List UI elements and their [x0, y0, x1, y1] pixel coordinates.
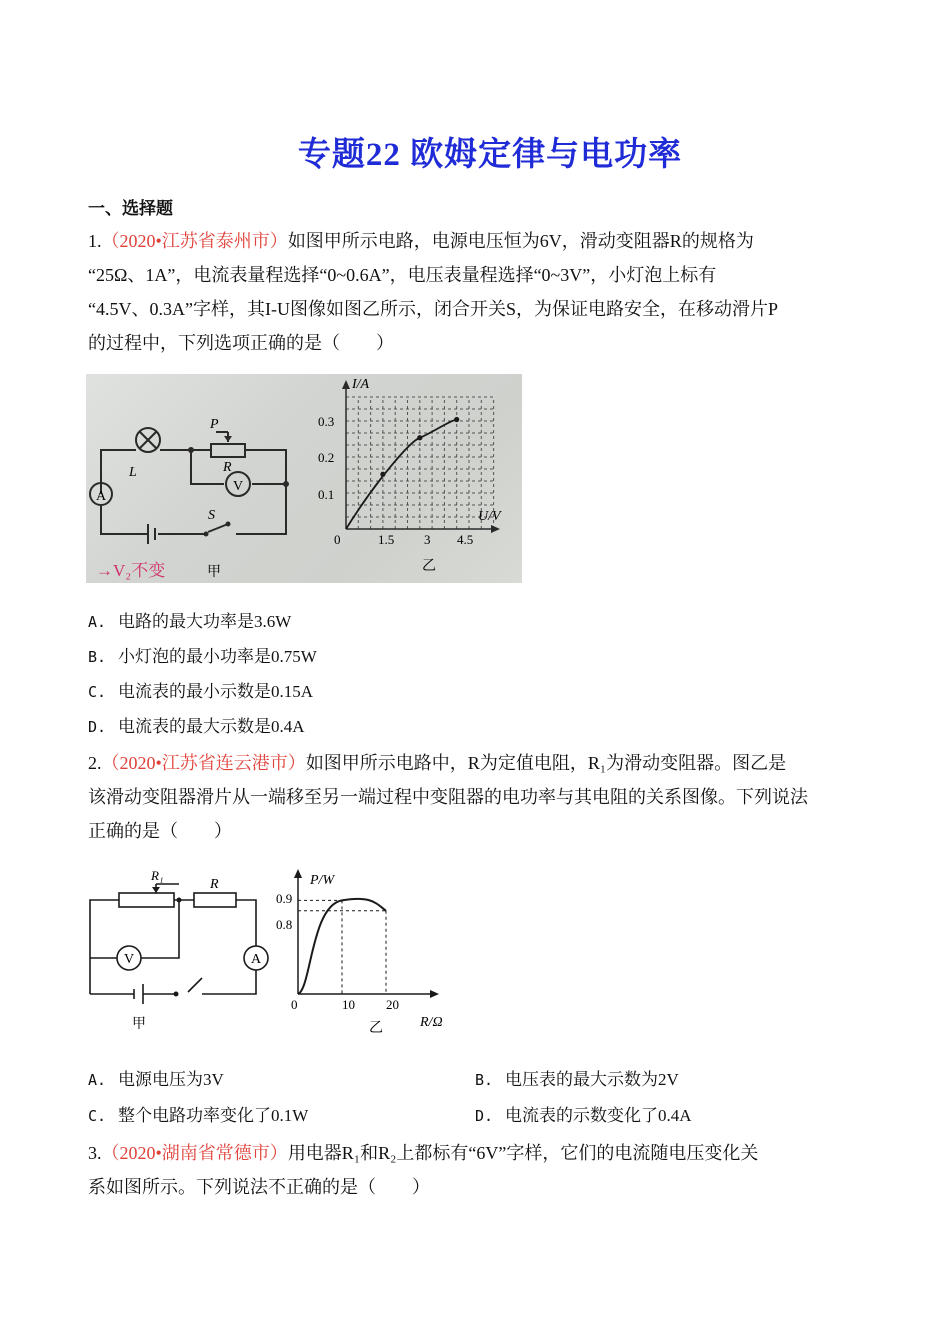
q1-line-3: “4.5V、0.3A”字样，其I-U图像如图乙所示，闭合开关S，为保证电路安全，在移动滑片P — [88, 299, 778, 319]
q2-origin: 0 — [291, 997, 298, 1012]
q1-xlabel: U/V — [478, 509, 501, 524]
q3-source: （2020•湖南省常德市） — [101, 1143, 288, 1163]
q1-curve — [346, 420, 457, 530]
q1-figure-photo — [86, 374, 522, 583]
q1-data-point — [454, 417, 459, 422]
q1-xtick: 4.5 — [457, 532, 474, 547]
q2-voltmeter-label: V — [124, 952, 135, 967]
question-1-text — [88, 224, 868, 360]
q1-xtick: 3 — [424, 532, 431, 547]
q2-ammeter-label: A — [251, 952, 262, 967]
q1-ammeter-label: A — [96, 489, 107, 504]
q2-stem-1: 如图甲所示电路中，R为定值电阻，R₁为滑动变阻器。图乙是 — [305, 753, 787, 773]
q2-ylabel: P/W — [310, 873, 335, 888]
q1-option-b[interactable]: B. 小灯泡的最小功率是0.75W — [88, 647, 317, 666]
section-heading: 一、选择题 — [88, 199, 173, 218]
q2-ytick: 0.9 — [276, 891, 293, 906]
q2-option-c[interactable]: C. 整个电路功率变化了0.1W — [88, 1106, 309, 1125]
q1-source: （2020•江苏省泰州市） — [101, 231, 288, 251]
question-2-text — [88, 746, 868, 848]
q3-line-1 — [88, 1136, 868, 1170]
q2-r-label: R — [210, 877, 219, 892]
q3-number: 3. — [88, 1143, 102, 1163]
q1-switch-label: S — [208, 508, 215, 523]
q2-source: （2020•江苏省连云港市） — [101, 753, 306, 773]
q1-handwriting: →V₂不变 — [96, 561, 166, 580]
q2-xtick: 20 — [386, 997, 399, 1012]
q2-xlabel: R/Ω — [420, 1015, 443, 1030]
q2-line-3: 正确的是（ ） — [88, 821, 232, 841]
q1-option-d[interactable]: D. 电流表的最大示数是0.4A — [88, 717, 305, 736]
q2-pr-graph — [276, 869, 443, 1036]
q2-number: 2. — [88, 753, 102, 773]
q1-line-4: 的过程中，下列选项正确的是（ ） — [88, 333, 394, 353]
q2-label-jia: 甲 — [132, 1017, 146, 1032]
q2-option-b[interactable]: B. 电压表的最大示数为2V — [475, 1070, 679, 1089]
q1-ytick: 0.2 — [318, 450, 335, 465]
q2-option-a[interactable]: A. 电源电压为3V — [88, 1070, 224, 1089]
q1-slider-label: P — [210, 417, 219, 432]
q2-xtick: 10 — [342, 997, 355, 1012]
q2-ytick: 0.8 — [276, 917, 293, 932]
q1-rheostat-label: R — [223, 460, 232, 475]
q2-option-d[interactable]: D. 电流表的示数变化了0.4A — [475, 1106, 692, 1125]
q1-ylabel: I/A — [352, 377, 370, 392]
q1-stem-1: 如图甲所示电路，电源电压恒为6V，滑动变阻器R的规格为 — [287, 231, 754, 251]
q3-line-2: 系如图所示。下列说法不正确的是（ ） — [88, 1177, 430, 1197]
q1-ytick: 0.1 — [318, 487, 335, 502]
q1-lamp-label: L — [129, 465, 137, 480]
q2-r1-label: R₁ — [151, 868, 164, 883]
q2-label-yi: 乙 — [369, 1021, 383, 1036]
q1-origin: 0 — [334, 532, 341, 547]
q1-data-point — [380, 472, 385, 477]
q1-option-a[interactable]: A. 电路的最大功率是3.6W — [88, 612, 292, 631]
q1-voltmeter-label: V — [233, 479, 244, 494]
q1-ytick: 0.3 — [318, 414, 335, 429]
page-title: 专题22 欧姆定律与电功率 — [297, 137, 683, 173]
q1-figure — [86, 374, 522, 583]
question-3-text — [88, 1136, 868, 1204]
q2-line-2: 该滑动变阻器滑片从一端移至另一端过程中变阻器的电功率与其电阻的关系图像。下列说法 — [88, 787, 808, 807]
q1-label-jia: 甲 — [207, 565, 221, 580]
q1-data-point — [417, 435, 422, 440]
q1-number: 1. — [88, 231, 102, 251]
q1-option-c[interactable]: C. 电流表的最小示数是0.15A — [88, 682, 314, 701]
q1-xtick: 1.5 — [378, 532, 395, 547]
q1-iu-graph — [318, 377, 502, 574]
q1-label-yi: 乙 — [422, 559, 436, 574]
q1-line-2: “25Ω、1A”，电流表量程选择“0~0.6A”，电压表量程选择“0~3V”，小灯泡上标有 — [88, 265, 717, 285]
q2-line-1 — [88, 746, 868, 780]
q3-stem-1: 用电器R₁和R₂上都标有“6V”字样，它们的电流随电压变化关 — [287, 1143, 759, 1163]
q1-line-1 — [88, 224, 868, 258]
q2-figure — [84, 862, 464, 1040]
